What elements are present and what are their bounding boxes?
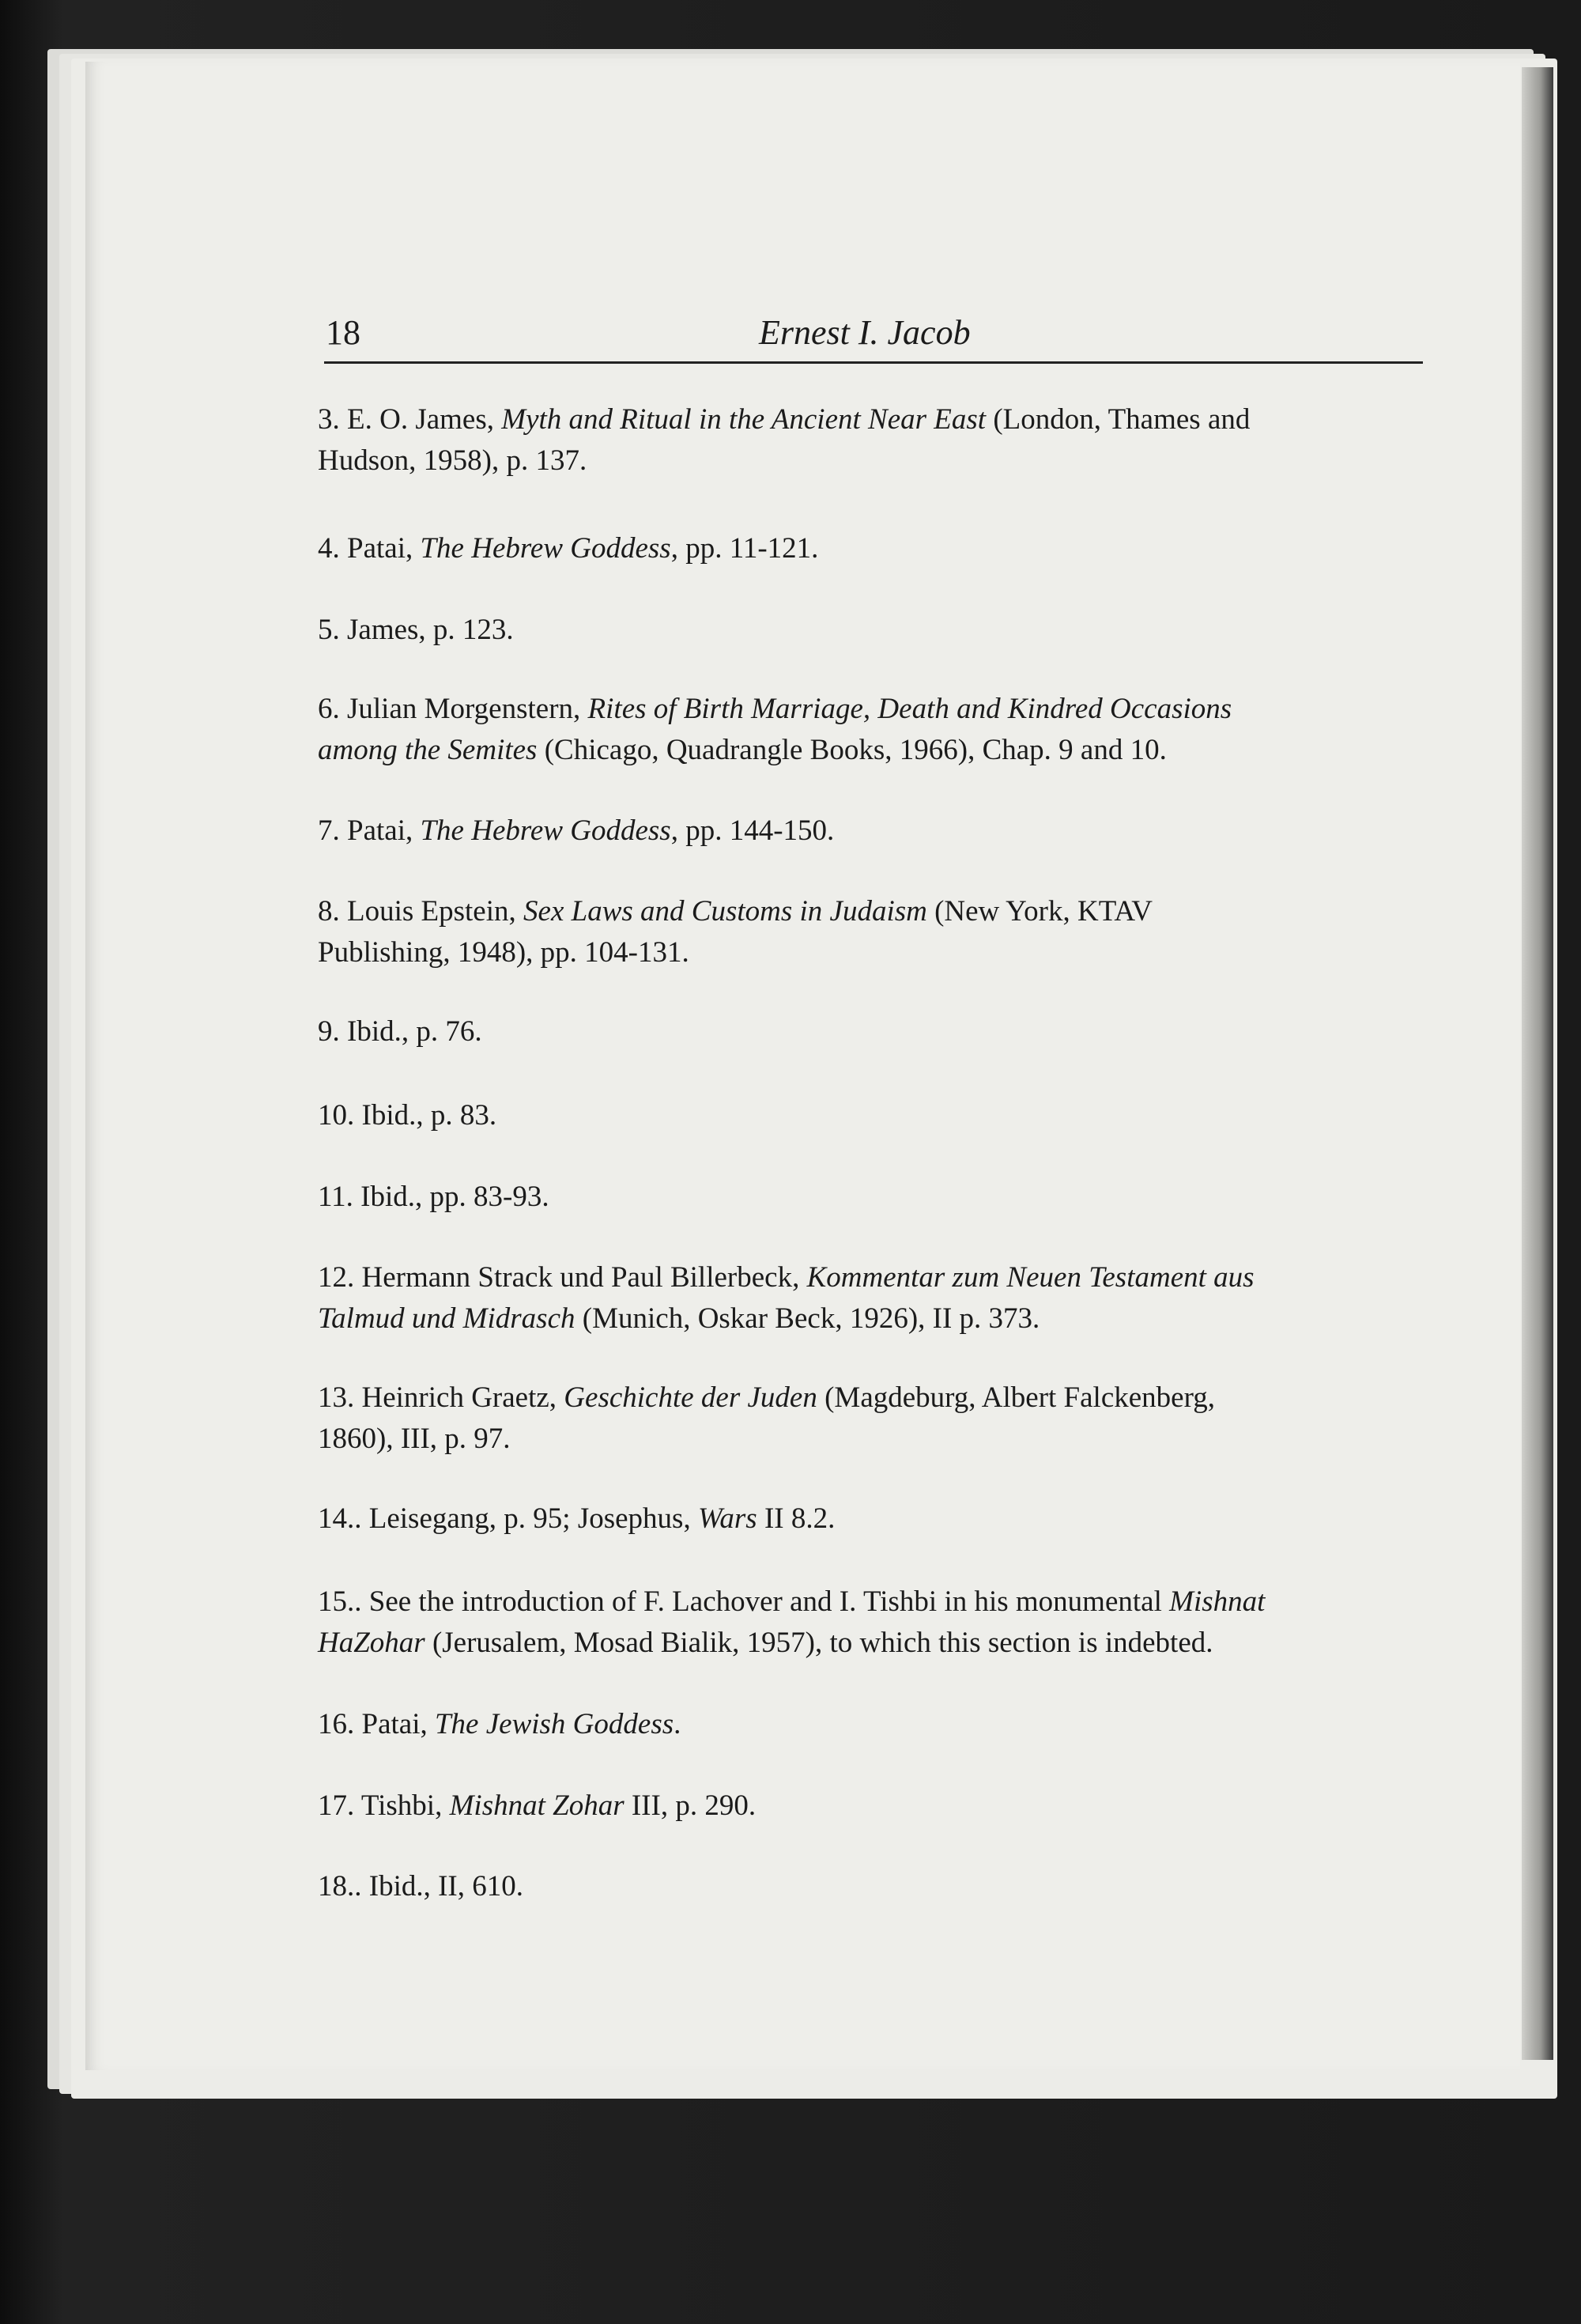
note-number: 5. [318, 614, 340, 646]
note-text: Julian Morgenstern, [339, 693, 588, 725]
endnote-17 [318, 1786, 756, 1827]
note-text: III, p. 290. [624, 1789, 757, 1822]
note-text: 1860), III, p. 97. [318, 1423, 511, 1455]
note-text: (Magdeburg, Albert Falckenberg, [817, 1381, 1215, 1414]
note-text: Publishing, 1948), pp. 104-131. [318, 936, 689, 969]
endnote-4 [318, 528, 818, 569]
note-number: 8. [318, 895, 340, 928]
note-number: 7. [318, 814, 340, 847]
note-title: Talmud und Midrasch [318, 1302, 575, 1335]
note-number: 11. [318, 1181, 353, 1213]
note-text: Patai, [339, 814, 421, 847]
note-number: 6. [318, 693, 340, 725]
endnote-15 [318, 1581, 1265, 1664]
endnote-8 [318, 891, 1153, 973]
note-number: 18.. [318, 1870, 362, 1903]
note-number: 13. [318, 1381, 355, 1414]
endnote-12 [318, 1257, 1255, 1340]
note-title: Wars [697, 1502, 757, 1535]
note-text: (New York, KTAV [926, 895, 1153, 928]
note-title: Mishnat [1169, 1585, 1266, 1618]
note-title: Sex Laws and Customs in Judaism [523, 895, 927, 928]
note-title: Myth and Ritual in the Ancient Near East [501, 403, 987, 436]
note-text: Heinrich Graetz, [354, 1381, 564, 1414]
note-text: , pp. 11-121. [670, 532, 819, 565]
note-number: 9. [318, 1015, 340, 1048]
note-title: among the Semites [318, 734, 538, 766]
note-text: Patai, [339, 532, 421, 565]
note-number: 17. [318, 1789, 355, 1822]
note-text: Hudson, 1958), p. 137. [318, 444, 587, 477]
note-text: See the introduction of F. Lachover and I. Tishbi in his monumental [361, 1585, 1170, 1618]
note-number: 4. [318, 532, 340, 565]
note-number: 16. [318, 1708, 355, 1740]
note-title: Rites of Birth Marriage, Death and Kindred Occasions [587, 693, 1232, 725]
page-number: 18 [326, 313, 360, 352]
note-text: , pp. 144-150. [670, 814, 835, 847]
note-title: Kommentar zum Neuen Testament aus [806, 1261, 1255, 1294]
note-text: (Munich, Oskar Beck, 1926), II p. 373. [575, 1302, 1040, 1335]
note-number: 3. [318, 403, 340, 436]
note-text: Tishbi, [354, 1789, 450, 1822]
running-head: Ernest I. Jacob [759, 313, 971, 352]
note-number: 12. [318, 1261, 355, 1294]
note-number: 14.. [318, 1502, 362, 1535]
note-text: Ibid., II, 610. [361, 1870, 523, 1903]
note-text: E. O. James, [339, 403, 502, 436]
note-text: Ibid., p. 83. [354, 1099, 497, 1132]
endnote-14 [318, 1498, 835, 1540]
page-header [324, 312, 1423, 364]
note-title: Geschichte der Juden [564, 1381, 817, 1414]
facing-page-edge [1522, 67, 1553, 2060]
endnote-9 [318, 1011, 482, 1052]
note-text: Louis Epstein, [339, 895, 524, 928]
endnote-6 [318, 689, 1232, 771]
note-text: Ibid., p. 76. [339, 1015, 482, 1048]
note-text: Leisegang, p. 95; Josephus, [361, 1502, 698, 1535]
note-text: (Jerusalem, Mosad Bialik, 1957), to which this section is indebted. [424, 1627, 1213, 1659]
note-title: The Jewish Goddess [434, 1708, 674, 1740]
note-number: 10. [318, 1099, 355, 1132]
note-title: HaZohar [318, 1627, 425, 1659]
note-title: The Hebrew Goddess [420, 814, 671, 847]
note-text: Ibid., pp. 83-93. [353, 1181, 549, 1213]
note-title: Mishnat Zohar [449, 1789, 624, 1822]
note-text: Patai, [354, 1708, 435, 1740]
endnote-16 [318, 1704, 681, 1745]
note-text: II 8.2. [757, 1502, 836, 1535]
endnote-11 [318, 1177, 549, 1218]
note-text: Hermann Strack und Paul Billerbeck, [354, 1261, 807, 1294]
endnote-10 [318, 1095, 496, 1136]
endnote-18 [318, 1866, 523, 1907]
note-text: James, p. 123. [339, 614, 514, 646]
endnote-13 [318, 1377, 1215, 1460]
endnote-7 [318, 811, 834, 852]
note-text: . [674, 1708, 681, 1740]
note-text: (Chicago, Quadrangle Books, 1966), Chap. 9 and 10. [537, 734, 1167, 766]
note-title: The Hebrew Goddess [420, 532, 671, 565]
endnote-5 [318, 610, 514, 651]
note-text: (London, Thames and [986, 403, 1251, 436]
endnote-3 [318, 399, 1250, 482]
note-number: 15.. [318, 1585, 362, 1618]
